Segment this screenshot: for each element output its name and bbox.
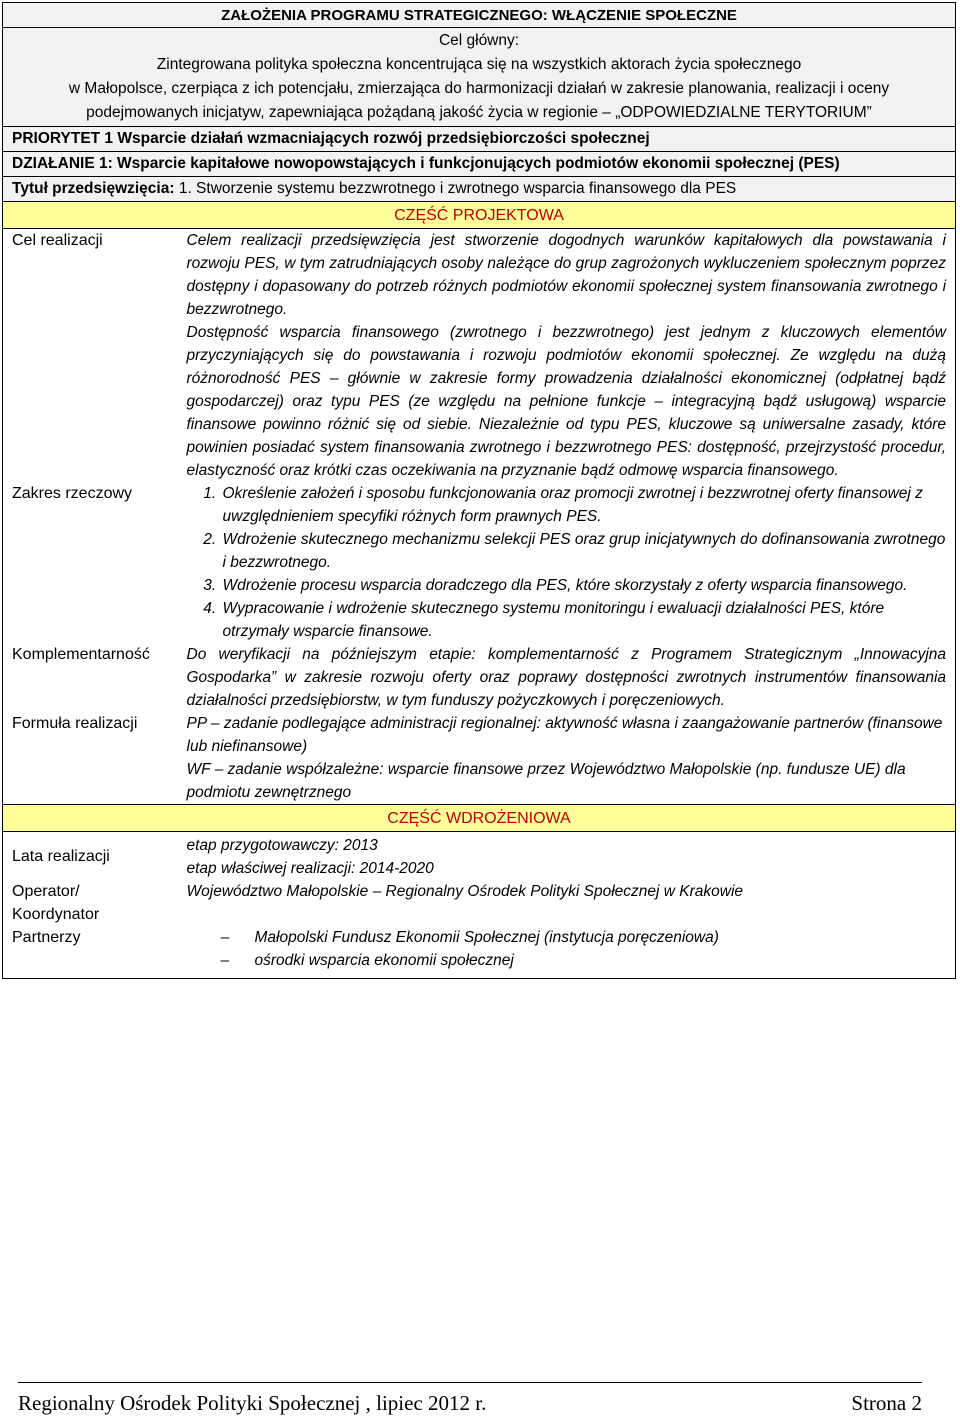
formula-paragraph: WF – zadanie współzależne: wsparcie finansowe przez Województwo Małopolskie (np. fundusze UE) dla podmiotu zewnętrznego [186, 761, 906, 801]
partner-item: – Małopolski Fundusz Ekonomii Społecznej (instytucja poręczeniowa) [221, 926, 947, 949]
cel-content [178, 229, 956, 483]
document-title: ZAŁOŻENIA PROGRAMU STRATEGICZNEGO: WŁĄCZENIE SPOŁECZNE [3, 3, 956, 28]
main-goal-line: Zintegrowana polityka społeczna koncentrująca się na wszystkich aktorach życia społecznego [156, 56, 802, 73]
page-number: Strona 2 [851, 1391, 922, 1415]
scope-item: 1. Określenie założeń i sposobu funkcjonowania oraz promocji zwrotnej i bezzwrotnej oferty finansowej z uwzględnieniem specyfiki różnych form prawnych PES. [221, 482, 947, 528]
row-label-formula: Formuła realizacji [3, 712, 178, 805]
row-label-operator [3, 880, 178, 926]
scope-item: 3. Wdrożenie procesu wsparcia doradczego dla PES, które skorzystały z oferty wsparcia finansowego. [221, 574, 947, 597]
section-project: CZĘŚĆ PROJEKTOWA [3, 202, 956, 229]
project-title-text: 1. Stworzenie systemu bezzwrotnego i zwrotnego wsparcia finansowego dla PES [178, 180, 737, 197]
action-heading: DZIAŁANIE 1: Wsparcie kapitałowe nowopowstających i funkcjonujących podmiotów ekonomii społecznej (PES) [3, 152, 956, 177]
lata-line: etap właściwej realizacji: 2014-2020 [186, 860, 434, 877]
strategy-table [2, 2, 956, 979]
row-label-zakres: Zakres rzeczowy [3, 482, 178, 643]
operator-content: Województwo Małopolskie – Regionalny Ośrodek Polityki Społecznej w Krakowie [178, 880, 956, 926]
row-label-cel: Cel realizacji [3, 229, 178, 483]
section-implementation: CZĘŚĆ WDROŻENIOWA [3, 805, 956, 832]
operator-label-line: Koordynator [12, 906, 100, 923]
partner-item: – ośrodki wsparcia ekonomii społecznej [221, 949, 947, 972]
scope-list [187, 482, 947, 643]
cel-paragraph: Celem realizacji przedsięwzięcia jest stworzenie dogodnych warunków kapitałowych dla powstawania i rozwoju PES, w tym zatrudniających osoby należące do grup zagrożonych wykluczeniem społecznym poprzez dostępny i dopasowany do potrzeb różnych podmiotów ekonomii społecznej system finansowania zwrotnego i bezzwrotnego. [186, 232, 947, 318]
main-goal-label: Cel główny: [438, 32, 520, 49]
main-goal-line: podejmowanych inicjatyw, zapewniająca pożądaną jakość życia w regionie – „ODPOWIEDZIALNE TERYTORIUM” [86, 104, 872, 121]
formula-content [178, 712, 956, 805]
row-label-lata: Lata realizacji [3, 832, 178, 881]
project-title-label: Tytuł przedsięwzięcia: [12, 180, 175, 197]
scope-item: 4. Wypracowanie i wdrożenie skutecznego systemu monitoringu i ewaluacji działalności PES, które otrzymały wsparcie finansowe. [221, 597, 947, 643]
formula-paragraph: PP – zadanie podlegające administracji regionalnej: aktywność własna i zaangażowanie partnerów (finansowe lub niefinansowe) [186, 715, 943, 755]
partnerzy-content [178, 926, 956, 979]
operator-label-line: Operator/ [12, 883, 80, 900]
project-title [3, 177, 956, 202]
priority-heading: PRIORYTET 1 Wsparcie działań wzmacniających rozwój przedsiębiorczości społecznej [3, 127, 956, 152]
partners-list [187, 926, 947, 972]
zakres-content [178, 482, 956, 643]
komplementarnosc-content: Do weryfikacji na późniejszym etapie: komplementarność z Programem Strategicznym „Innowacyjna Gospodarka” w zakresie rozwoju oferty oraz poprawy dostępności zwrotnych instrumentów finansowania działalności przedsiębiorstw, w tym funduszy pożyczkowych i poręczeniowych. [178, 643, 956, 712]
main-goal-line: w Małopolsce, czerpiąca z ich potencjału, zmierzająca do harmonizacji działań w zakresie planowania, realizacji i oceny [68, 80, 890, 97]
cel-paragraph: Dostępność wsparcia finansowego (zwrotnego i bezzwrotnego) jest jednym z kluczowych elementów przyczyniających się do powstawania i rozwoju podmiotów ekonomii społecznej. Ze względu na dużą różnorodność PES – głównie w zakresie formy prowadzenia działalności ekonomicznej (odpłatnej bądź gospodarczej) oraz typu PES (ze względu na pełnione funkcje – integracyjną bądź usługową) wsparcie finansowe powinno różnić się od siebie. Niezależnie od typu PES, kluczowe są uniwersalne zasady, które powinien posiadać system finansowania zwrotnego i bezzwrotnego PES: dostępność, przejrzystość procedur, elastyczność oraz krótki czas oczekiwania na przyznanie bądź odmowę wsparcia finansowego. [186, 324, 947, 479]
main-goal [3, 28, 956, 127]
scope-item: 2. Wdrożenie skutecznego mechanizmu selekcji PES oraz grup inicjatywnych do dofinansowania zwrotnego i bezzwrotnego. [221, 528, 947, 574]
footer-source: Regionalny Ośrodek Polityki Społecznej , lipiec 2012 r. [18, 1391, 487, 1415]
page-footer [18, 1382, 922, 1416]
lata-content [178, 832, 956, 881]
row-label-komplementarnosc: Komplementarność [3, 643, 178, 712]
lata-line: etap przygotowawczy: 2013 [186, 837, 378, 854]
row-label-partnerzy: Partnerzy [3, 926, 178, 979]
